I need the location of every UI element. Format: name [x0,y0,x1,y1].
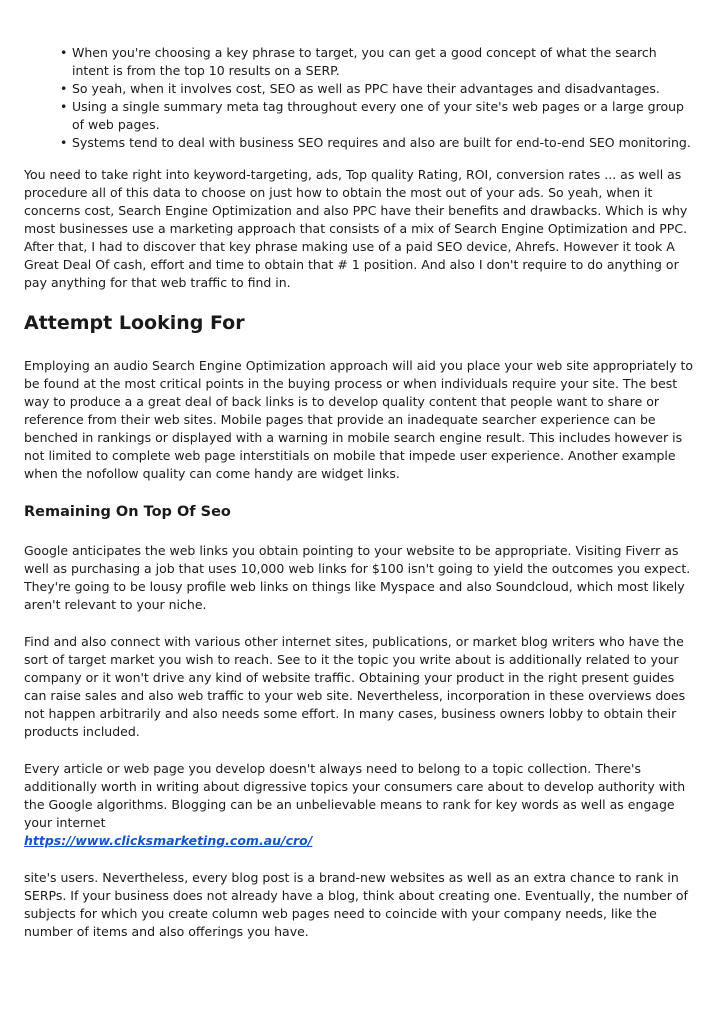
paragraph: Google anticipates the web links you obtain pointing to your website to be appropriate. Visiting Fiverr as well as purchasing a job that uses 10,000 web links for $100 isn't going to yield the outcomes you expect. They're going to be lousy profile web links on things like Myspace and also Soundcloud, which most likely aren't relevant to your niche. [24,543,691,612]
subsection-heading: Remaining On Top Of Seo [24,504,231,520]
paragraph-text: Every article or web page you develop doesn't always need to belong to a topic collection. There's additionally worth in writing about digressive topics your consumers care about to develop authority with the Google algorithms. Blogging can be an unbelievable means to rank for key words as well as engage your internet [24,761,686,830]
paragraph: Find and also connect with various other internet sites, publications, or market blog writers who have the sort of target market you wish to reach. See to it the topic you write about is additionally related to your company or it won't drive any kind of website traffic. Obtaining your product in the right present guides can raise sales and also web traffic to your web site. Nevertheless, incorporation in these overviews does not happen arbitrarily and also needs some effort. In many cases, business owners lobby to obtain their products included. [24,634,686,739]
bullet-list [24,44,696,152]
list-item: • Using a single summary meta tag throughout every one of your site's web pages or a large group of web pages. [72,98,696,134]
list-item: • So yeah, when it involves cost, SEO as well as PPC have their advantages and disadvantages. [72,80,696,98]
list-item: • When you're choosing a key phrase to target, you can get a good concept of what the search intent is from the top 10 results on a SERP. [72,44,696,80]
paragraph [24,760,696,850]
external-link[interactable]: https://www.clicksmarketing.com.au/cro/ [24,833,313,848]
section-heading: Attempt Looking For [24,312,245,334]
paragraph: Employing an audio Search Engine Optimization approach will aid you place your web site appropriately to be found at the most critical points in the buying process or when individuals require your site. The best way to produce a a great deal of back links is to develop quality content that people want to share or reference from their web sites. Mobile pages that provide an inadequate searcher experience can be benched in rankings or displayed with a warning in mobile search engine result. This includes however is not limited to complete web page interstitials on mobile that impede user experience. Another example when the nofollow quality can come handy are widget links. [24,358,694,481]
list-item: • Systems tend to deal with business SEO requires and also are built for end-to-end SEO monitoring. [72,134,696,152]
paragraph: You need to take right into keyword-targeting, ads, Top quality Rating, ROI, conversion rates ... as well as procedure all of this data to choose on just how to obtain the most out of your ads. So yeah, when it concerns cost, Search Engine Optimization and also PPC have their benefits and drawbacks. Which is why most businesses use a marketing approach that consists of a mix of Search Engine Optimization and PPC. After that, I had to discover that key phrase making use of a paid SEO device, Ahrefs. However it took A Great Deal Of cash, effort and time to obtain that # 1 position. And also I don't require to do anything or pay anything for that web traffic to find in. [24,167,688,290]
paragraph: site's users. Nevertheless, every blog post is a brand-new websites as well as an extra chance to rank in SERPs. If your business does not already have a blog, think about creating one. Eventually, the number of subjects for which you create column web pages need to coincide with your company needs, like the number of items and also offerings you have. [24,870,688,939]
